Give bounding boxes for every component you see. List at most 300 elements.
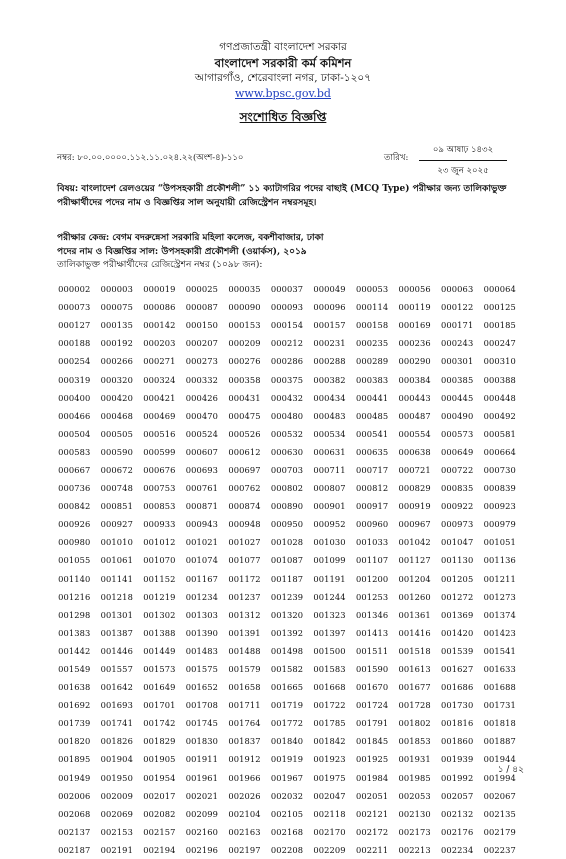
registration-number: 000122 bbox=[441, 302, 474, 313]
registration-number: 001323 bbox=[313, 609, 346, 620]
registration-number: 002187 bbox=[58, 844, 91, 855]
registration-number: 000188 bbox=[58, 338, 91, 349]
registration-number: 000420 bbox=[100, 392, 133, 403]
registration-number: 002051 bbox=[355, 790, 389, 801]
registration-number: 001442 bbox=[58, 645, 91, 656]
registration-number: 002176 bbox=[441, 826, 474, 837]
registration-number: 000125 bbox=[483, 302, 516, 313]
registration-number: 002099 bbox=[185, 808, 219, 819]
registration-number: 000917 bbox=[355, 501, 389, 512]
table-row bbox=[53, 316, 521, 334]
registration-number: 000871 bbox=[185, 501, 219, 512]
registration-number: 001590 bbox=[355, 664, 389, 675]
registration-number: 002153 bbox=[100, 826, 133, 837]
registration-number: 002137 bbox=[58, 826, 91, 837]
registration-number: 000273 bbox=[185, 356, 219, 367]
registration-number: 002191 bbox=[100, 844, 133, 855]
registration-number: 000516 bbox=[143, 428, 176, 439]
registration-number: 000421 bbox=[143, 392, 176, 403]
table-row bbox=[53, 334, 521, 352]
registration-number: 001975 bbox=[313, 772, 346, 783]
table-row bbox=[53, 370, 521, 388]
registration-number: 001994 bbox=[483, 772, 516, 783]
table-row bbox=[53, 624, 521, 642]
registration-number: 001539 bbox=[441, 645, 474, 656]
registration-number: 002173 bbox=[398, 826, 431, 837]
registration-number: 000301 bbox=[441, 356, 474, 367]
government-name: গণপ্রজাতন্ত্রী বাংলাদেশ সরকার bbox=[219, 41, 347, 53]
registration-number: 001557 bbox=[100, 664, 133, 675]
registration-number: 000290 bbox=[398, 356, 431, 367]
registration-number: 001693 bbox=[100, 700, 133, 711]
registration-number: 001785 bbox=[313, 718, 346, 729]
registration-number: 002135 bbox=[483, 808, 516, 819]
registration-number: 000923 bbox=[483, 501, 516, 512]
registration-number: 000807 bbox=[313, 483, 346, 494]
registration-number: 000056 bbox=[398, 284, 431, 295]
registration-number: 001010 bbox=[100, 537, 133, 548]
registration-number: 000383 bbox=[355, 374, 389, 385]
registration-number: 000480 bbox=[270, 410, 304, 421]
registration-number: 000310 bbox=[483, 356, 516, 367]
registration-number: 001791 bbox=[355, 718, 389, 729]
registration-number: 001860 bbox=[441, 736, 474, 747]
registration-number: 001200 bbox=[355, 573, 389, 584]
registration-number: 001708 bbox=[185, 700, 219, 711]
registration-number: 001028 bbox=[270, 537, 304, 548]
registration-number: 000019 bbox=[143, 284, 176, 295]
registration-number: 001061 bbox=[100, 555, 133, 566]
registration-number: 001012 bbox=[143, 537, 176, 548]
registration-number: 000901 bbox=[313, 501, 346, 512]
registration-number: 000812 bbox=[355, 483, 389, 494]
table-row bbox=[53, 443, 521, 461]
registration-number: 000933 bbox=[143, 519, 176, 530]
registration-number: 000980 bbox=[58, 537, 91, 548]
registration-number: 002163 bbox=[228, 826, 261, 837]
table-row bbox=[53, 407, 521, 425]
table-row bbox=[53, 352, 521, 370]
registration-number: 000762 bbox=[228, 483, 261, 494]
registration-number: 000721 bbox=[398, 464, 431, 475]
registration-number: 000492 bbox=[483, 410, 516, 421]
registration-number: 001055 bbox=[58, 555, 91, 566]
registration-number: 001130 bbox=[441, 555, 474, 566]
registration-number: 001739 bbox=[58, 718, 91, 729]
registration-number: 000266 bbox=[100, 356, 133, 367]
registration-number: 001446 bbox=[100, 645, 133, 656]
registration-number: 001488 bbox=[228, 645, 261, 656]
registration-number: 001423 bbox=[483, 627, 516, 638]
registration-number: 000037 bbox=[270, 284, 304, 295]
registration-number: 000950 bbox=[270, 519, 304, 530]
registration-number: 002067 bbox=[483, 790, 516, 801]
registration-number: 001383 bbox=[58, 627, 91, 638]
registration-number: 000829 bbox=[398, 483, 431, 494]
table-row bbox=[53, 425, 521, 443]
registration-number: 001218 bbox=[100, 591, 133, 602]
registration-number: 002160 bbox=[185, 826, 219, 837]
registration-number: 002082 bbox=[143, 808, 176, 819]
registration-number: 000432 bbox=[270, 392, 304, 403]
registration-number: 002118 bbox=[313, 808, 346, 819]
website-link[interactable]: www.bpsc.gov.bd bbox=[235, 87, 331, 100]
registration-number: 001887 bbox=[483, 736, 516, 747]
registration-number: 000426 bbox=[185, 392, 219, 403]
registration-number: 000693 bbox=[185, 464, 219, 475]
registration-number: 000192 bbox=[100, 338, 133, 349]
registration-number: 000874 bbox=[228, 501, 261, 512]
registration-number: 000320 bbox=[100, 374, 133, 385]
registration-number: 001830 bbox=[185, 736, 219, 747]
registration-number: 001107 bbox=[355, 555, 389, 566]
registration-number-grid bbox=[53, 280, 521, 859]
letterhead bbox=[0, 40, 566, 102]
registration-number: 000573 bbox=[441, 428, 474, 439]
table-row bbox=[53, 696, 521, 714]
table-row bbox=[53, 606, 521, 624]
registration-number: 000664 bbox=[483, 446, 516, 457]
registration-number: 000851 bbox=[100, 501, 133, 512]
registration-number: 000445 bbox=[441, 392, 474, 403]
registration-number: 000271 bbox=[143, 356, 176, 367]
table-row bbox=[53, 805, 521, 823]
registration-number: 000212 bbox=[270, 338, 304, 349]
registration-number: 000638 bbox=[398, 446, 431, 457]
registration-number: 001312 bbox=[228, 609, 261, 620]
registration-number: 001711 bbox=[228, 700, 261, 711]
registration-number: 000581 bbox=[483, 428, 516, 439]
registration-number: 000469 bbox=[143, 410, 176, 421]
subject-line: বিষয়: বাংলাদেশ রেলওয়ের “উপসহকারী প্রকৌশলী” ১১ ক্যাটাগরির পদের বাছাই (MCQ Type) পরীক্ষার জন্য তালিকাভুক্ত পরীক্ষার্থীদের পদের নাম ও বিজ্ঞপ্তির সাল অনুযায়ী রেজিস্ট্রেশন নম্বরসমূহ। bbox=[57, 184, 507, 208]
registration-number: 001087 bbox=[270, 555, 304, 566]
registration-number: 001021 bbox=[185, 537, 219, 548]
registration-number: 001420 bbox=[441, 627, 474, 638]
registration-number: 001273 bbox=[483, 591, 516, 602]
registration-number: 002021 bbox=[185, 790, 219, 801]
registration-number: 001388 bbox=[143, 627, 176, 638]
registration-number: 001742 bbox=[143, 718, 176, 729]
registration-number: 000185 bbox=[483, 320, 516, 331]
date-gregorian: ২৩ জুন ২০২৫ bbox=[437, 166, 489, 176]
registration-number: 001219 bbox=[143, 591, 176, 602]
registration-number: 000922 bbox=[441, 501, 474, 512]
table-row bbox=[53, 841, 521, 859]
registration-number: 001677 bbox=[398, 682, 431, 693]
registration-number: 001985 bbox=[398, 772, 431, 783]
registration-number: 001549 bbox=[58, 664, 91, 675]
notice-title: সংশোধিত বিজ্ঞপ্তি bbox=[239, 110, 327, 124]
exam-center: পরীক্ষার কেন্দ্র: বেগম বদরুন্নেসা সরকারি মহিলা কলেজ, বকশীবাজার, ঢাকা bbox=[57, 233, 324, 243]
registration-number: 001239 bbox=[270, 591, 304, 602]
registration-number: 001498 bbox=[270, 645, 304, 656]
post-name: পদের নাম ও বিজ্ঞপ্তির সাল: উপসহকারী প্রকৌশলী (ওয়ার্কস), ২০১৯ bbox=[57, 246, 307, 257]
registration-number: 001042 bbox=[398, 537, 431, 548]
registration-number: 000802 bbox=[270, 483, 304, 494]
registration-number: 000890 bbox=[270, 501, 304, 512]
registration-number: 000003 bbox=[100, 284, 133, 295]
table-row bbox=[53, 678, 521, 696]
registration-number: 000504 bbox=[58, 428, 91, 439]
table-row bbox=[53, 732, 521, 750]
registration-number: 000203 bbox=[143, 338, 176, 349]
registration-number: 001665 bbox=[270, 682, 304, 693]
registration-number: 000973 bbox=[441, 519, 474, 530]
registration-number: 000599 bbox=[143, 446, 176, 457]
registration-number: 000090 bbox=[228, 302, 261, 313]
registration-number: 000554 bbox=[398, 428, 431, 439]
registration-number: 000087 bbox=[185, 302, 219, 313]
registration-number: 000607 bbox=[185, 446, 219, 457]
registration-number: 001837 bbox=[228, 736, 261, 747]
table-row bbox=[53, 769, 521, 787]
registration-number: 001070 bbox=[143, 555, 176, 566]
registration-number: 000919 bbox=[398, 501, 431, 512]
registration-number: 001633 bbox=[483, 664, 516, 675]
registration-number: 001191 bbox=[313, 573, 346, 584]
registration-number: 000358 bbox=[228, 374, 261, 385]
registration-number: 000487 bbox=[398, 410, 431, 421]
registration-number: 001764 bbox=[228, 718, 261, 729]
registration-number: 001302 bbox=[143, 609, 176, 620]
registration-number: 000736 bbox=[58, 483, 91, 494]
table-row bbox=[53, 515, 521, 533]
registration-number: 000236 bbox=[398, 338, 431, 349]
registration-number: 002208 bbox=[270, 844, 304, 855]
registration-number: 002213 bbox=[398, 844, 431, 855]
registration-number: 001237 bbox=[228, 591, 261, 602]
registration-number: 001234 bbox=[185, 591, 219, 602]
registration-number: 002026 bbox=[228, 790, 261, 801]
date-label: তারিখ: bbox=[384, 153, 409, 163]
registration-number: 001919 bbox=[270, 754, 304, 765]
registration-number: 001573 bbox=[143, 664, 176, 675]
registration-number: 000505 bbox=[100, 428, 133, 439]
registration-number: 000490 bbox=[441, 410, 474, 421]
registration-number: 000276 bbox=[228, 356, 261, 367]
registration-number: 001397 bbox=[313, 627, 346, 638]
table-row bbox=[53, 551, 521, 569]
registration-number: 001172 bbox=[228, 573, 261, 584]
registration-number: 002197 bbox=[228, 844, 261, 855]
registration-number: 001140 bbox=[58, 573, 91, 584]
table-row bbox=[53, 389, 521, 407]
registration-number: 001842 bbox=[313, 736, 346, 747]
registration-number: 000590 bbox=[100, 446, 133, 457]
registration-number: 001511 bbox=[355, 645, 389, 656]
registration-number: 000096 bbox=[313, 302, 346, 313]
registration-number: 001668 bbox=[313, 682, 346, 693]
registration-number: 001244 bbox=[313, 591, 346, 602]
registration-number: 001583 bbox=[313, 664, 346, 675]
registration-number: 000064 bbox=[483, 284, 516, 295]
registration-number: 001152 bbox=[143, 573, 176, 584]
registration-number: 000073 bbox=[58, 302, 91, 313]
registration-number: 001027 bbox=[228, 537, 261, 548]
registration-number: 000943 bbox=[185, 519, 219, 530]
registration-number: 001954 bbox=[143, 772, 176, 783]
registration-number: 001301 bbox=[100, 609, 133, 620]
date-bangla: ০৯ আষাঢ় ১৪৩২ bbox=[419, 143, 507, 161]
registration-number: 002069 bbox=[100, 808, 133, 819]
registration-number: 002170 bbox=[313, 826, 346, 837]
registration-number: 001802 bbox=[398, 718, 431, 729]
registration-number: 001949 bbox=[58, 772, 91, 783]
registration-number: 001658 bbox=[228, 682, 261, 693]
registration-number: 002017 bbox=[143, 790, 176, 801]
registration-number: 001925 bbox=[355, 754, 389, 765]
registration-number: 000711 bbox=[313, 464, 346, 475]
registration-number: 002130 bbox=[398, 808, 431, 819]
registration-number: 002237 bbox=[483, 844, 516, 855]
registration-number: 001449 bbox=[143, 645, 176, 656]
registration-number: 000926 bbox=[58, 519, 91, 530]
registration-number: 001500 bbox=[313, 645, 346, 656]
registration-number: 000697 bbox=[228, 464, 261, 475]
registration-number: 000324 bbox=[143, 374, 176, 385]
registration-number: 001816 bbox=[441, 718, 474, 729]
registration-number: 001413 bbox=[355, 627, 389, 638]
registration-number: 001077 bbox=[228, 555, 261, 566]
registration-number: 000434 bbox=[313, 392, 346, 403]
registration-number: 001030 bbox=[313, 537, 346, 548]
registration-number: 002196 bbox=[185, 844, 219, 855]
registration-number: 000235 bbox=[355, 338, 389, 349]
registration-number: 001923 bbox=[313, 754, 346, 765]
registration-number: 001320 bbox=[270, 609, 304, 620]
registration-number: 001701 bbox=[143, 700, 176, 711]
registration-number: 001127 bbox=[398, 555, 431, 566]
registration-number: 000635 bbox=[355, 446, 389, 457]
registration-number: 001692 bbox=[58, 700, 91, 711]
registration-number: 001575 bbox=[185, 664, 219, 675]
registration-number: 000002 bbox=[58, 284, 91, 295]
registration-number: 002009 bbox=[100, 790, 133, 801]
table-row bbox=[53, 823, 521, 841]
table-row bbox=[53, 479, 521, 497]
table-row bbox=[53, 280, 521, 298]
registration-number: 000443 bbox=[398, 392, 431, 403]
table-row bbox=[53, 787, 521, 805]
registration-number: 000319 bbox=[58, 374, 91, 385]
registration-number: 001541 bbox=[483, 645, 516, 656]
registration-number: 000748 bbox=[100, 483, 133, 494]
date-box bbox=[419, 143, 507, 178]
registration-number: 000127 bbox=[58, 320, 91, 331]
registration-number: 000075 bbox=[100, 302, 133, 313]
registration-number: 001187 bbox=[270, 573, 304, 584]
registration-number: 000541 bbox=[355, 428, 389, 439]
registration-number: 001638 bbox=[58, 682, 91, 693]
registration-number: 000448 bbox=[483, 392, 516, 403]
registration-number: 000703 bbox=[270, 464, 304, 475]
registration-number: 001298 bbox=[58, 609, 91, 620]
registration-number: 000231 bbox=[313, 338, 346, 349]
registration-number: 001840 bbox=[270, 736, 304, 747]
registration-number: 001390 bbox=[185, 627, 219, 638]
registration-number: 002211 bbox=[355, 844, 389, 855]
registration-number: 000441 bbox=[355, 392, 389, 403]
registration-number: 001579 bbox=[228, 664, 261, 675]
registration-number: 001216 bbox=[58, 591, 91, 602]
list-caption: তালিকাভুক্ত পরীক্ষার্থীদের রেজিস্ট্রেশন নম্বর (১০৯৮ জন): bbox=[57, 260, 263, 270]
registration-number: 001387 bbox=[100, 627, 133, 638]
registration-number: 001820 bbox=[58, 736, 91, 747]
registration-number: 001346 bbox=[355, 609, 389, 620]
table-row bbox=[53, 461, 521, 479]
table-row bbox=[53, 497, 521, 515]
registration-number: 000388 bbox=[483, 374, 516, 385]
registration-number: 000053 bbox=[355, 284, 389, 295]
registration-number: 002179 bbox=[483, 826, 516, 837]
registration-number: 002068 bbox=[58, 808, 91, 819]
registration-number: 000169 bbox=[398, 320, 431, 331]
registration-number: 001483 bbox=[185, 645, 219, 656]
registration-number: 000612 bbox=[228, 446, 261, 457]
registration-number: 000649 bbox=[441, 446, 474, 457]
registration-number: 000171 bbox=[441, 320, 474, 331]
registration-number: 001818 bbox=[483, 718, 516, 729]
registration-number: 000839 bbox=[483, 483, 516, 494]
table-row bbox=[53, 660, 521, 678]
registration-number: 001642 bbox=[100, 682, 133, 693]
registration-number: 001966 bbox=[228, 772, 261, 783]
registration-number: 002032 bbox=[270, 790, 304, 801]
registration-number: 001051 bbox=[483, 537, 516, 548]
registration-number: 002194 bbox=[143, 844, 176, 855]
registration-number: 000583 bbox=[58, 446, 91, 457]
registration-number: 001369 bbox=[441, 609, 474, 620]
registration-number: 000086 bbox=[143, 302, 176, 313]
registration-number: 000722 bbox=[441, 464, 474, 475]
registration-number: 001652 bbox=[185, 682, 219, 693]
table-row bbox=[53, 714, 521, 732]
registration-number: 000470 bbox=[185, 410, 219, 421]
registration-number: 000761 bbox=[185, 483, 219, 494]
registration-number: 001719 bbox=[270, 700, 304, 711]
registration-number: 000400 bbox=[58, 392, 91, 403]
registration-number: 001961 bbox=[185, 772, 219, 783]
registration-number: 001688 bbox=[483, 682, 516, 693]
registration-number: 000243 bbox=[441, 338, 474, 349]
registration-number: 000150 bbox=[185, 320, 219, 331]
registration-number: 001912 bbox=[228, 754, 261, 765]
registration-number: 001992 bbox=[441, 772, 474, 783]
registration-number: 000332 bbox=[185, 374, 219, 385]
registration-number: 001253 bbox=[355, 591, 389, 602]
registration-number: 000158 bbox=[355, 320, 389, 331]
registration-number: 001518 bbox=[398, 645, 431, 656]
registration-number: 000835 bbox=[441, 483, 474, 494]
registration-number: 000631 bbox=[313, 446, 346, 457]
registration-number: 000035 bbox=[228, 284, 261, 295]
registration-number: 001686 bbox=[441, 682, 474, 693]
page-number: ১ / ৪২ bbox=[497, 765, 524, 775]
registration-number: 000119 bbox=[398, 302, 431, 313]
registration-number: 000524 bbox=[185, 428, 219, 439]
registration-number: 002172 bbox=[355, 826, 389, 837]
registration-number: 001047 bbox=[441, 537, 474, 548]
registration-number: 000534 bbox=[313, 428, 346, 439]
registration-number: 002105 bbox=[270, 808, 304, 819]
registration-number: 001033 bbox=[355, 537, 389, 548]
registration-number: 001260 bbox=[398, 591, 431, 602]
registration-number: 000676 bbox=[143, 464, 176, 475]
registration-number: 001931 bbox=[398, 754, 431, 765]
registration-number: 000672 bbox=[100, 464, 133, 475]
registration-number: 001211 bbox=[483, 573, 516, 584]
registration-number: 001074 bbox=[185, 555, 219, 566]
